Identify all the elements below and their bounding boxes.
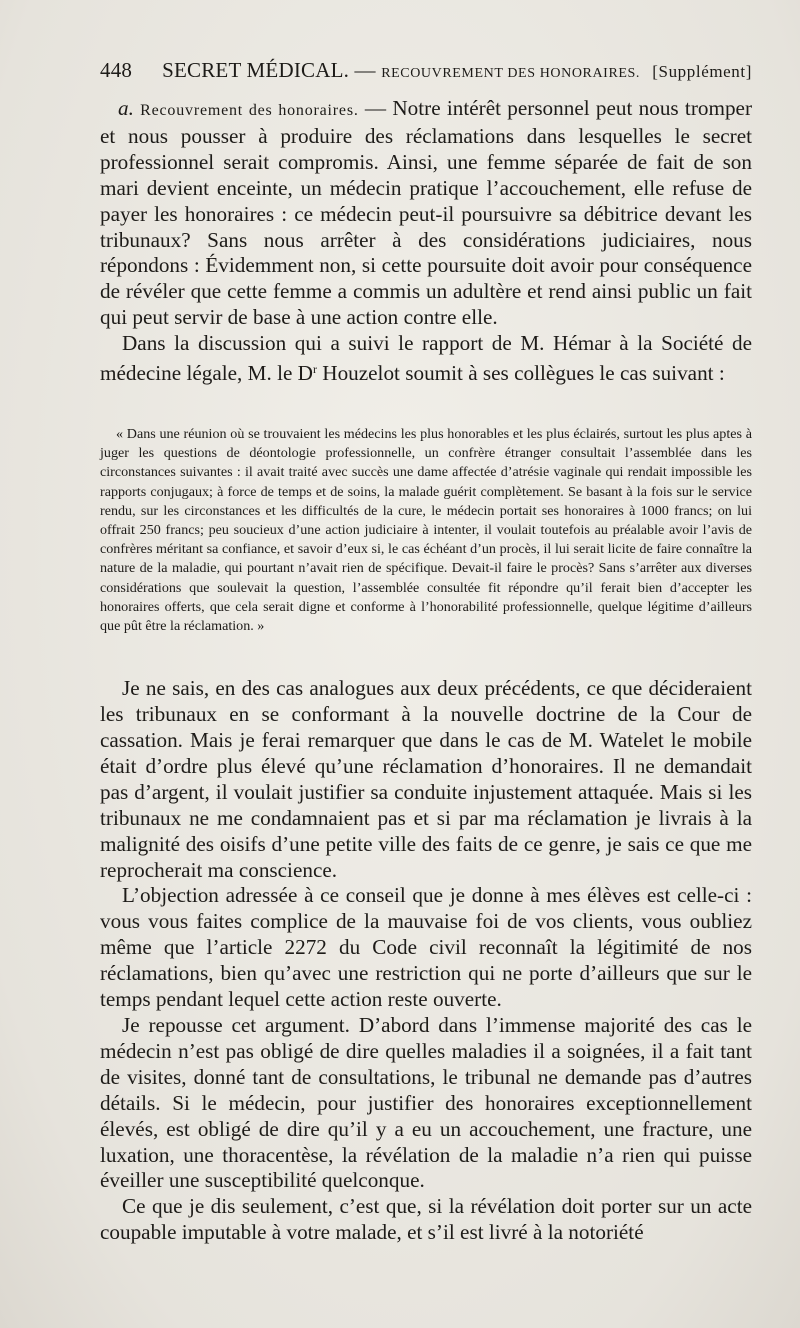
page-body [100,96,752,1246]
block-quote: « Dans une réunion où se trouvaient les médecins les plus honorables et les plus éclairés, surtout les plus aptes à juger les questions de déontologie professionnelle, un confrère étranger consultait l’assemblée dans les circonstances suivantes : il avait traité avec succès une dame affectée d’atrésie vaginale qui rendait impossible les rapports conjugaux; à force de temps et de soins, la malade guérit complètement. Se basant à la fois sur le service rendu, sur les circonstances et les difficultés de la cure, le médecin portait ses honoraires à 1000 francs; on lui offrait 250 francs; peu soucieux d’une action judiciaire à intenter, il voulait toutefois au préalable avoir l’avis de confrères méritant sa confiance, et savoir d’eux si, le cas échéant d’un procès, il lui serait licite de faire connaître la nature de la maladie, qui pourtant n’avait rien de spécifique. Devait-il faire le procès? Sans s’arrêter aux diverses considérations que soulevait la question, l’assemblée consultée fit répondre qu’il ferait bien d’accepter les honoraires offerts, que cela serait digne et conforme à l’honorabilité professionnelle, quelque légitime d’ailleurs que pût être la réclamation. » [100,425,752,634]
running-header [100,58,752,88]
body-text-top [100,96,752,387]
paragraph-4: L’objection adressée à ce conseil que je donne à mes élèves est celle-ci : vous vous faites complice de la mauvaise foi de vos clients, vous oubliez même que l’article 2272 du Code civil reconnaît la légitimité de nos réclamations, bien qu’avec une restriction qui ne porte d’ailleurs que sur le temps pendant lequel cette action reste ouverte. [100,883,752,1012]
paragraph-1-text: — Notre intérêt personnel peut nous tromper et nous pousser à produire des réclamations dans lesquelles le secret professionnel serait compromis. Ainsi, une femme séparée de fait de son mari devient enceinte, un médecin pratique l’accouchement, elle refuse de payer les honoraires : ce médecin peut-il poursuivre sa débitrice devant les tribunaux? Sans nous arrêter à des considérations judiciaires, nous répondons : Évidemment non, si cette poursuite doit avoir pour conséquence de révéler que cette femme a commis un adultère et rend ainsi public un fait qui peut servir de base à une action contre elle. [100,96,752,330]
page-number: 448 [100,58,133,82]
doctor-superscript: r [312,362,317,377]
paragraph-2 [100,331,752,387]
running-title [162,58,652,83]
header-dash: — [354,58,376,82]
section-title: RECOUVREMENT DES HONORAIRES. [381,66,641,81]
supplement-label: [Supplément] [652,62,752,81]
paragraph-5: Je repousse cet argument. D’abord dans l’immense majorité des cas le médecin n’est pas obligé de dire quelles maladies il a soignées, il a fait tant de visites, donné tant de consultations, le tribunal ne demande pas d’autres détails. Si le médecin, pour justifier des honoraires exceptionnellement élevés, est obligé de dire qu’il y a eu un accouchement, une fracture, une luxation, une thoracentèse, la révélation de la maladie n’a rien qui puisse éveiller une susceptibilité quelconque. [100,1012,752,1193]
paragraph-1 [100,96,752,331]
book-title: SECRET MÉDICAL. [162,58,350,82]
item-marker: a. [118,96,134,120]
paragraph-3: Je ne sais, en des cas analogues aux deux précédents, ce que décideraient les tribunaux en se conformant à la nouvelle doctrine de la Cour de cassation. Mais je ferai remarquer que dans le cas de M. Watelet le mobile était d’ordre plus élevé qu’une réclamation d’honoraires. Il ne demandait pas d’argent, il voulait justifier sa conduite injustement attaquée. Mais si les tribunaux ne me condamnaient pas et si par ma réclamation je livrais à la malignité des oisifs d’une petite ville des faits de ce genre, je sais ce que me reprocherait ma conscience. [100,676,752,882]
paragraph-heading: Recouvrement des honoraires. [140,102,359,119]
paragraph-2-text-a: Dans la discussion qui a suivi le rapport de M. Hémar à la Société de médecine légale, M. le D [100,331,752,386]
paragraph-2-text-b: Houzelot soumit à ses collègues le cas suivant : [316,361,725,386]
paragraph-6: Ce que je dis seulement, c’est que, si la révélation doit porter sur un acte coupable imputable à votre malade, et s’il est livré à la notoriété [100,1194,752,1245]
body-text-bottom [100,676,752,1246]
